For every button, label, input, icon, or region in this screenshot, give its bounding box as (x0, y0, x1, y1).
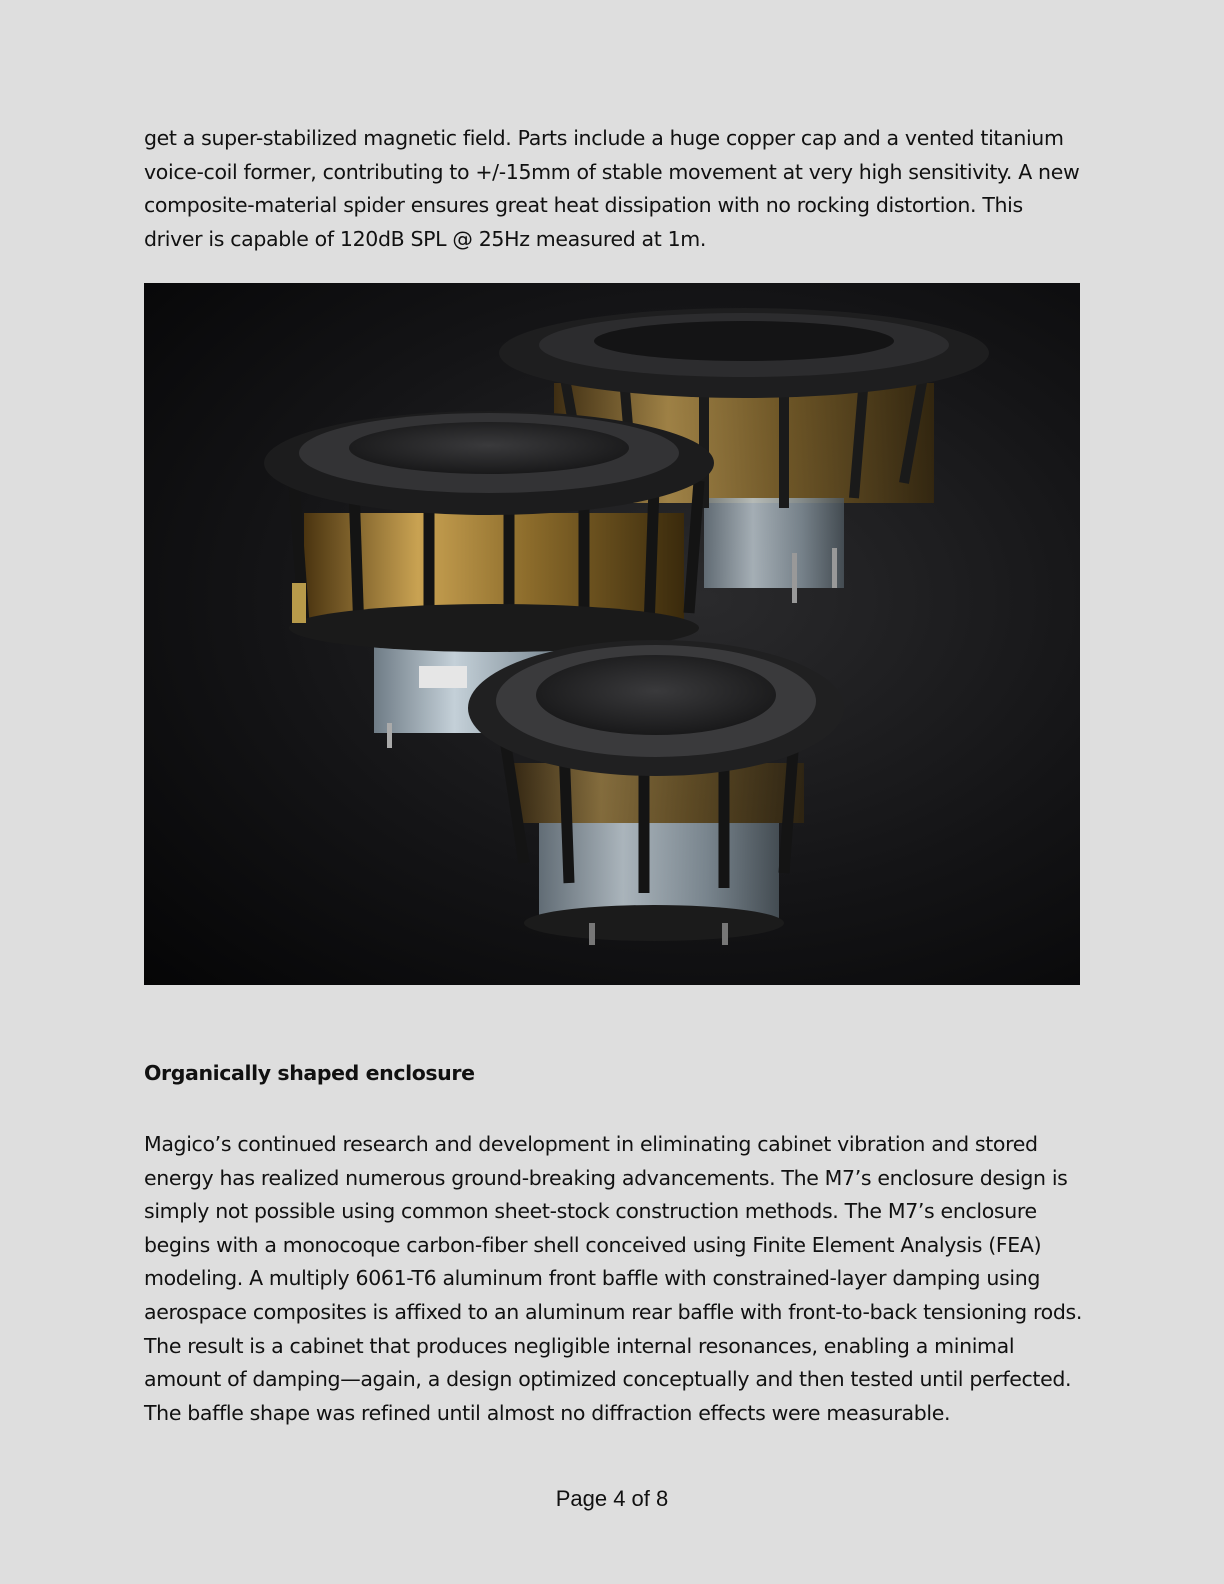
body-paragraph: Magico’s continued research and development in eliminating cabinet vibration and stored energy has realized numerous ground-breaking advancements. The M7’s enclosure design is simply not possible using common sheet-stock construction methods. The M7’s enclosure begins with a monocoque carbon-fiber shell conceived using Finite Element Analysis (FEA) modeling. A multiply 6061-T6 aluminum front baffle with constrained-layer damping using aerospace composites is affixed to an aluminum rear baffle with front-to-back tensioning rods. The result is a cabinet that produces negligible internal resonances, enabling a minimal amount of damping—again, a design optimized conceptually and then tested until perfected. The baffle shape was refined until almost no diffraction effects were measurable. (144, 1132, 1082, 1425)
section-heading: Organically shaped enclosure (144, 1061, 475, 1085)
intro-paragraph: get a super-stabilized magnetic field. Parts include a huge copper cap and a vented titanium voice-coil former, contributing to +/-15mm of stable movement at very high sensitivity. A new composite-material spider ensures great heat dissipation with no rocking distortion. This driver is capable of 120dB SPL @ 25Hz measured at 1m. (144, 126, 1080, 251)
speaker-drivers-illustration (144, 283, 1080, 985)
driver-front (468, 640, 844, 945)
speaker-drivers-photo (144, 283, 1080, 985)
page-footer: Page 4 of 8 (555, 1486, 669, 1511)
